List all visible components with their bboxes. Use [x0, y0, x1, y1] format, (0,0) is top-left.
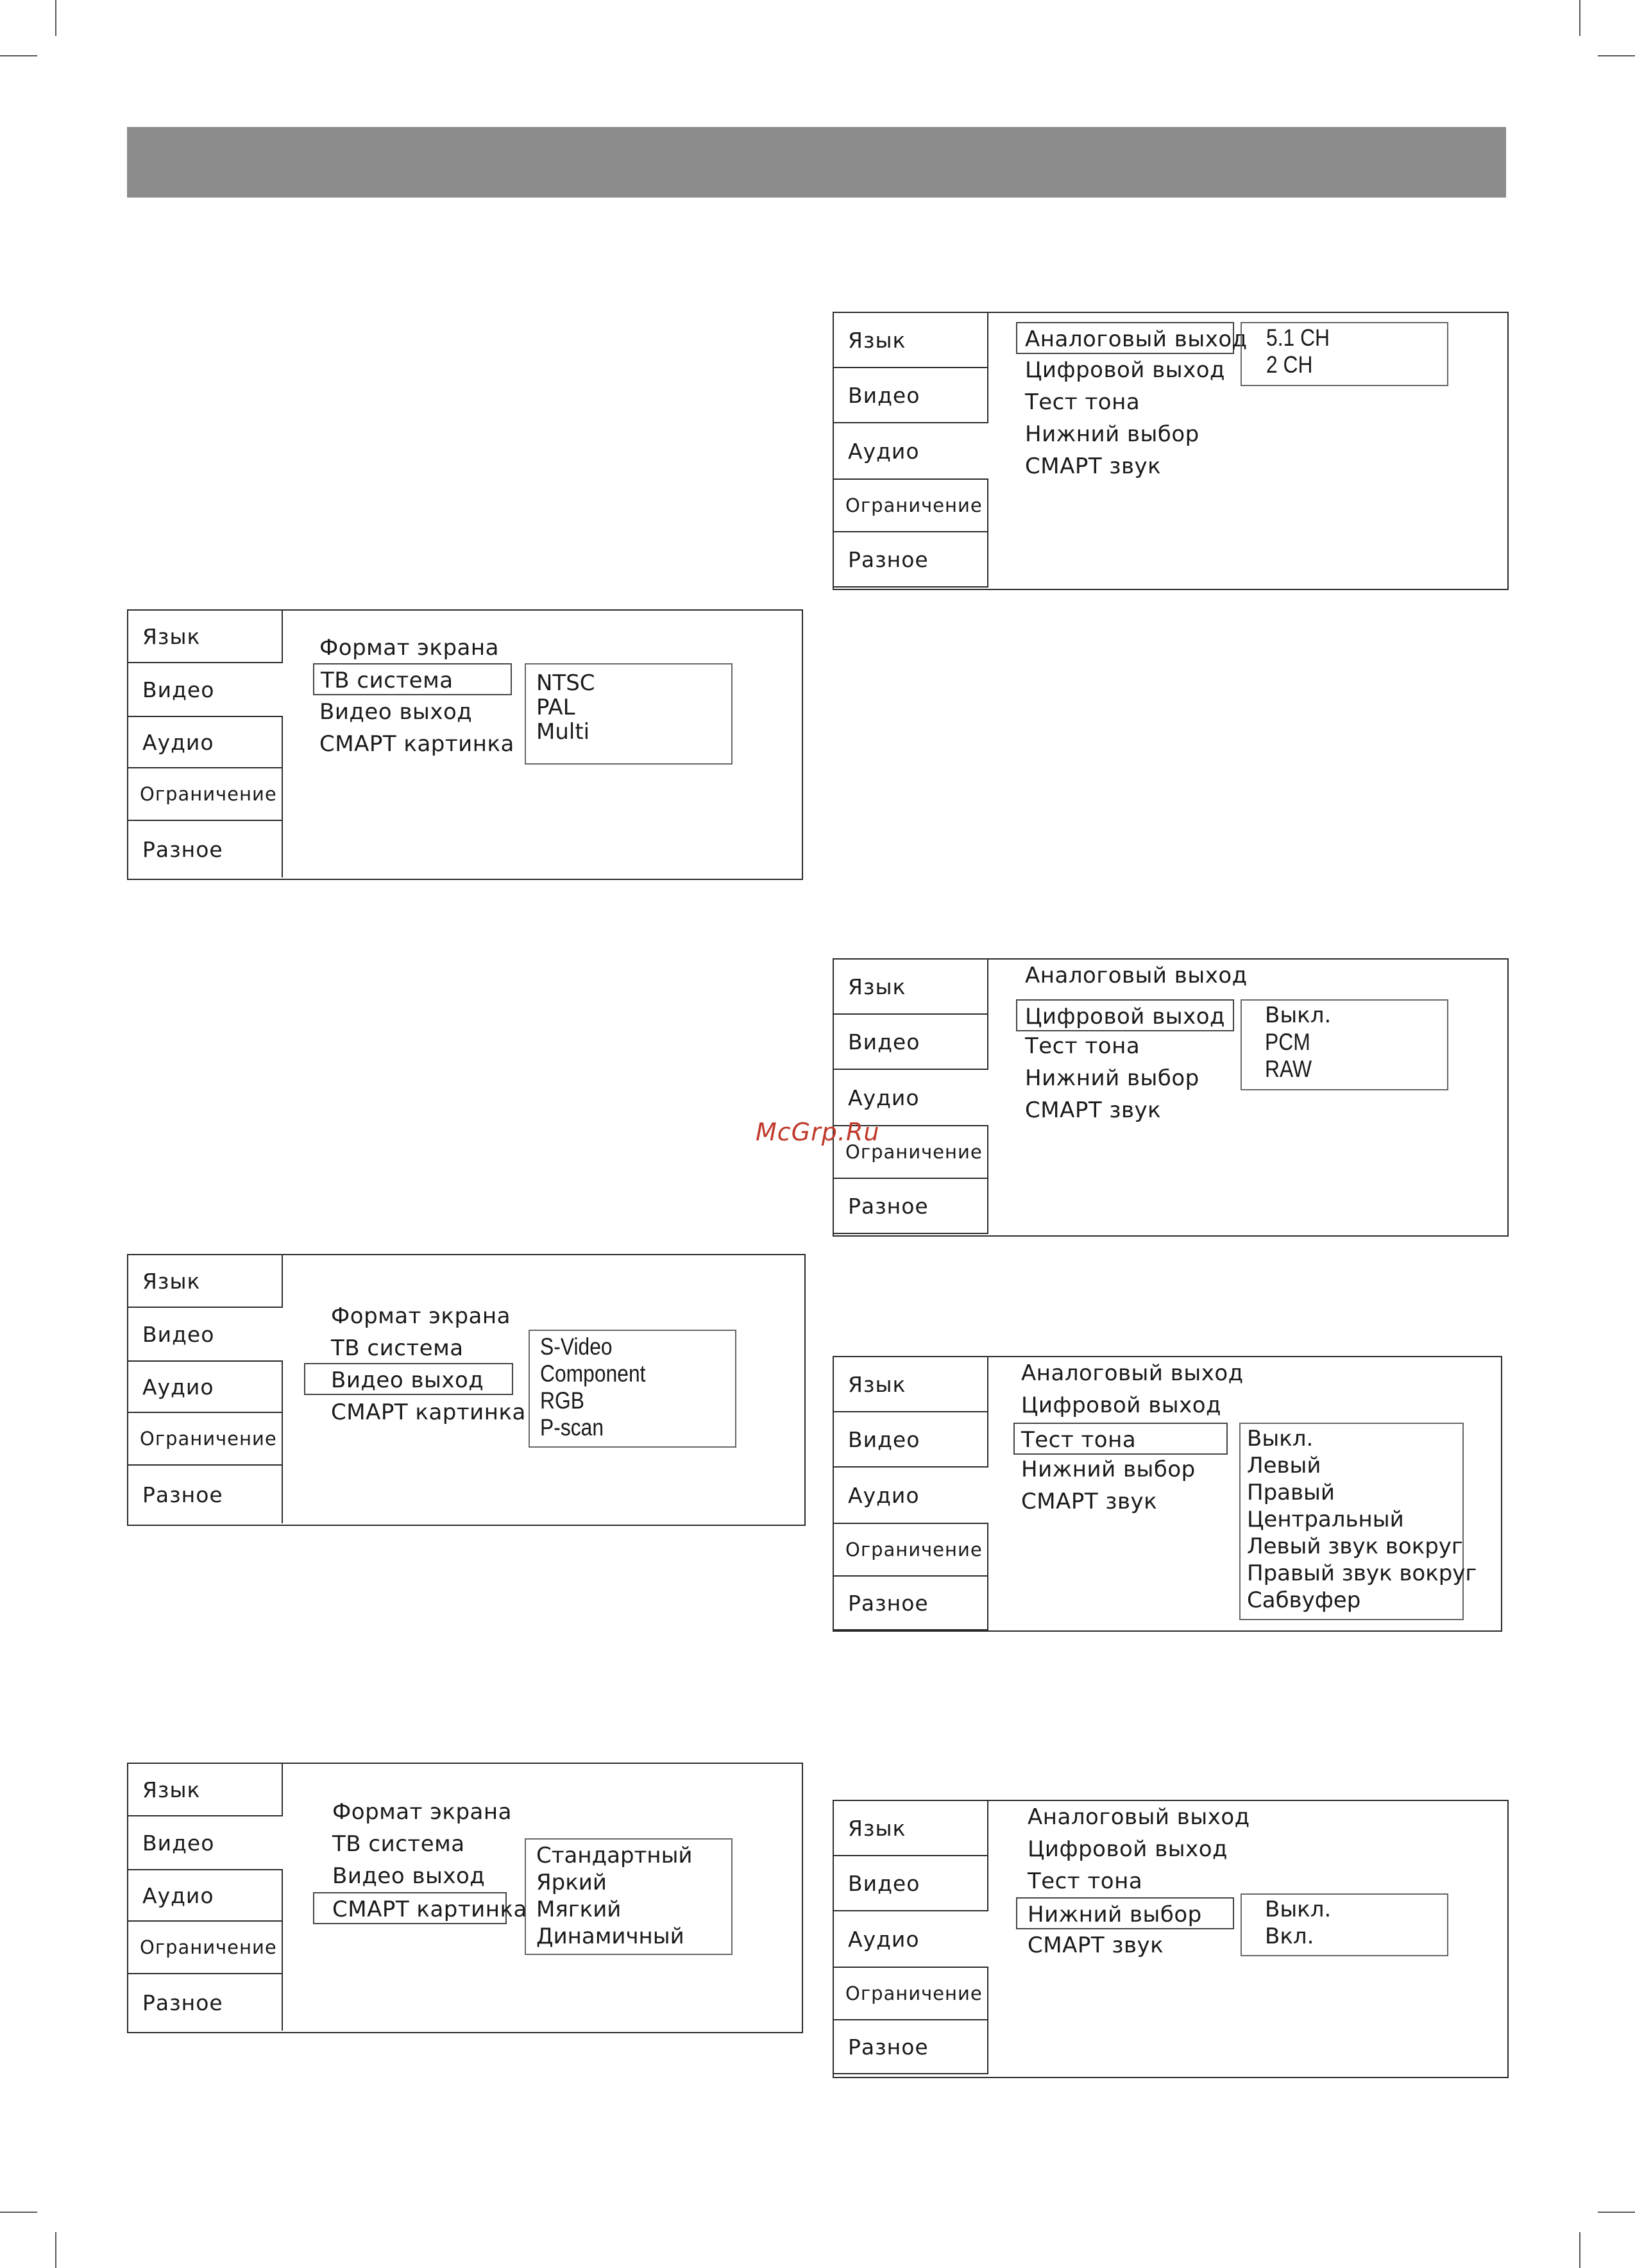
crop-mark — [55, 2232, 56, 2268]
analog-out-options — [1241, 322, 1448, 386]
menu-item-downmix[interactable]: Нижний выбор — [1025, 1065, 1199, 1091]
tab-misc[interactable]: Разное — [834, 1577, 988, 1630]
option-component[interactable]: Component — [540, 1360, 646, 1387]
tab-video[interactable]: Видео — [834, 368, 988, 423]
tab-restriction[interactable]: Ограничение — [834, 1125, 988, 1179]
tab-language[interactable]: Язык — [128, 1764, 283, 1816]
tab-video[interactable]: Видео — [834, 1015, 988, 1070]
tab-video[interactable]: Видео — [142, 1830, 215, 1856]
menu-item-analog-out[interactable]: Аналоговый выход — [1028, 1804, 1250, 1830]
tab-language[interactable]: Язык — [128, 1255, 283, 1308]
tab-misc[interactable]: Разное — [834, 1179, 988, 1234]
menu-item-test-tone[interactable]: Тест тона — [1028, 1868, 1143, 1894]
menu-item-screen-format[interactable]: Формат экрана — [319, 635, 499, 661]
downmix-options — [1241, 1893, 1448, 1956]
tab-restriction[interactable]: Ограничение — [834, 1967, 988, 2020]
option-bright[interactable]: Яркий — [536, 1870, 607, 1895]
tab-audio[interactable]: Аудио — [128, 1869, 283, 1922]
menu-item-analog-out[interactable]: Аналоговый выход — [1025, 963, 1248, 988]
audio-settings-panel-analog-out — [833, 312, 1509, 590]
option-pal[interactable]: PAL — [536, 695, 575, 720]
menu-tabs — [834, 1357, 990, 1630]
menu-item-smart-sound[interactable]: СМАРТ звук — [1028, 1933, 1164, 1958]
menu-item-smart-sound[interactable]: СМАРТ звук — [1025, 1097, 1162, 1123]
menu-item-digital-out[interactable]: Цифровой выход — [1028, 1836, 1228, 1862]
tab-language[interactable]: Язык — [128, 611, 283, 663]
tab-restriction[interactable]: Ограничение — [834, 478, 988, 532]
menu-item-analog-out[interactable]: Аналоговый выход — [1016, 322, 1234, 354]
video-out-options — [529, 1330, 736, 1448]
video-settings-panel-video-out — [127, 1254, 806, 1526]
crop-mark — [1579, 2232, 1580, 2268]
tab-language[interactable]: Язык — [834, 1801, 988, 1856]
tab-misc[interactable]: Разное — [834, 2020, 988, 2074]
audio-settings-panel-downmix — [833, 1800, 1509, 2078]
tab-restriction[interactable]: Ограничение — [128, 1413, 283, 1466]
tab-language[interactable]: Язык — [834, 960, 988, 1015]
tab-audio[interactable]: Аудио — [848, 1085, 920, 1110]
audio-settings-panel-test-tone — [833, 1356, 1502, 1632]
tab-video[interactable]: Видео — [834, 1856, 988, 1911]
crop-mark — [0, 2212, 37, 2213]
menu-item-screen-format[interactable]: Формат экрана — [331, 1303, 511, 1329]
tab-restriction[interactable]: Ограничение — [834, 1523, 988, 1577]
tab-restriction[interactable]: Ограничение — [128, 768, 283, 821]
menu-item-tv-system[interactable]: ТВ система — [331, 1335, 464, 1361]
option-subwoofer[interactable]: Сабвуфер — [1247, 1587, 1361, 1613]
smart-picture-options — [525, 1838, 733, 1955]
tab-video[interactable]: Видео — [142, 1321, 215, 1347]
menu-item-digital-out[interactable]: Цифровой выход — [1025, 357, 1226, 383]
tab-misc[interactable]: Разное — [128, 1466, 283, 1523]
option-dynamic[interactable]: Динамичный — [536, 1924, 684, 1949]
crop-mark — [1579, 0, 1580, 36]
menu-item-smart-sound[interactable]: СМАРТ звук — [1021, 1489, 1158, 1514]
menu-item-downmix[interactable]: Нижний выбор — [1016, 1897, 1234, 1929]
menu-tabs — [128, 1764, 284, 2032]
option-2-ch[interactable]: 2 CH — [1266, 351, 1313, 378]
option-left-surround[interactable]: Левый звук вокруг — [1247, 1534, 1463, 1559]
menu-item-test-tone[interactable]: Тест тона — [1013, 1423, 1228, 1455]
crop-mark — [1598, 2212, 1635, 2213]
option-left[interactable]: Левый — [1247, 1453, 1321, 1478]
option-on[interactable]: Вкл. — [1265, 1924, 1314, 1949]
menu-item-tv-system[interactable]: ТВ система — [313, 663, 512, 695]
option-right-surround[interactable]: Правый звук вокруг — [1247, 1561, 1477, 1586]
option-standard[interactable]: Стандартный — [536, 1843, 693, 1868]
menu-tabs — [834, 960, 990, 1235]
video-settings-panel-tv-system — [127, 609, 803, 880]
menu-item-analog-out[interactable]: Аналоговый выход — [1021, 1360, 1244, 1386]
menu-item-downmix[interactable]: Нижний выбор — [1021, 1457, 1196, 1482]
tab-audio[interactable]: Аудио — [128, 716, 283, 768]
digital-out-options — [1241, 999, 1448, 1090]
tv-system-options — [525, 663, 733, 765]
option-s-video[interactable]: S-Video — [540, 1333, 613, 1360]
menu-item-video-out[interactable]: Видео выход — [304, 1363, 513, 1395]
menu-tabs — [128, 611, 284, 879]
menu-item-smart-picture[interactable]: СМАРТ картинка — [319, 731, 514, 757]
tab-language[interactable]: Язык — [834, 1357, 988, 1412]
option-pcm[interactable]: PCM — [1265, 1029, 1310, 1055]
menu-item-smart-picture[interactable]: СМАРТ картинка — [331, 1400, 526, 1425]
tab-audio[interactable]: Аудио — [128, 1360, 283, 1413]
option-p-scan[interactable]: P-scan — [540, 1414, 604, 1441]
menu-item-smart-picture[interactable]: СМАРТ картинка — [313, 1892, 507, 1924]
video-settings-panel-smart-picture — [127, 1763, 803, 2033]
watermark: McGrp.Ru — [756, 1118, 880, 1146]
tab-audio[interactable]: Аудио — [848, 1926, 920, 1952]
tab-audio[interactable]: Аудио — [848, 1482, 920, 1508]
menu-tabs — [834, 313, 990, 589]
option-multi[interactable]: Multi — [536, 719, 590, 745]
option-off[interactable]: Выкл. — [1265, 1897, 1332, 1922]
test-tone-options — [1239, 1423, 1477, 1620]
option-ntsc[interactable]: NTSC — [536, 670, 595, 696]
crop-mark — [0, 55, 37, 56]
menu-item-test-tone[interactable]: Тест тона — [1025, 1033, 1140, 1059]
tab-restriction[interactable]: Ограничение — [128, 1922, 283, 1974]
option-raw[interactable]: RAW — [1265, 1056, 1312, 1082]
menu-item-digital-out[interactable]: Цифровой выход — [1021, 1392, 1222, 1418]
menu-tabs — [834, 1801, 990, 2077]
menu-item-screen-format[interactable]: Формат экрана — [332, 1799, 512, 1825]
menu-item-video-out[interactable]: Видео выход — [332, 1863, 486, 1889]
audio-settings-panel-digital-out — [833, 958, 1509, 1237]
menu-item-test-tone[interactable]: Тест тона — [1025, 389, 1140, 415]
tab-misc[interactable]: Разное — [128, 1974, 283, 2031]
option-off[interactable]: Выкл. — [1265, 1003, 1332, 1028]
menu-item-tv-system[interactable]: ТВ система — [332, 1831, 465, 1857]
menu-item-smart-sound[interactable]: СМАРТ звук — [1025, 453, 1162, 479]
tab-language[interactable]: Язык — [834, 313, 988, 368]
option-center[interactable]: Центральный — [1247, 1507, 1404, 1532]
option-5-1-ch[interactable]: 5.1 CH — [1266, 325, 1330, 351]
menu-tabs — [128, 1255, 284, 1525]
menu-item-downmix[interactable]: Нижний выбор — [1025, 421, 1199, 447]
menu-item-video-out[interactable]: Видео выход — [319, 699, 473, 725]
menu-item-digital-out[interactable]: Цифровой выход — [1016, 999, 1234, 1031]
tab-misc[interactable]: Разное — [128, 821, 283, 877]
crop-mark — [1598, 55, 1635, 56]
crop-mark — [55, 0, 56, 36]
tab-audio[interactable]: Аудио — [848, 438, 920, 464]
header-bar — [127, 127, 1506, 198]
tab-video[interactable]: Видео — [834, 1412, 988, 1468]
option-soft[interactable]: Мягкий — [536, 1897, 622, 1922]
tab-misc[interactable]: Разное — [834, 532, 988, 588]
option-rgb[interactable]: RGB — [540, 1387, 584, 1414]
option-right[interactable]: Правый — [1247, 1480, 1335, 1505]
tab-video[interactable]: Видео — [142, 677, 215, 702]
option-off[interactable]: Выкл. — [1247, 1426, 1314, 1451]
